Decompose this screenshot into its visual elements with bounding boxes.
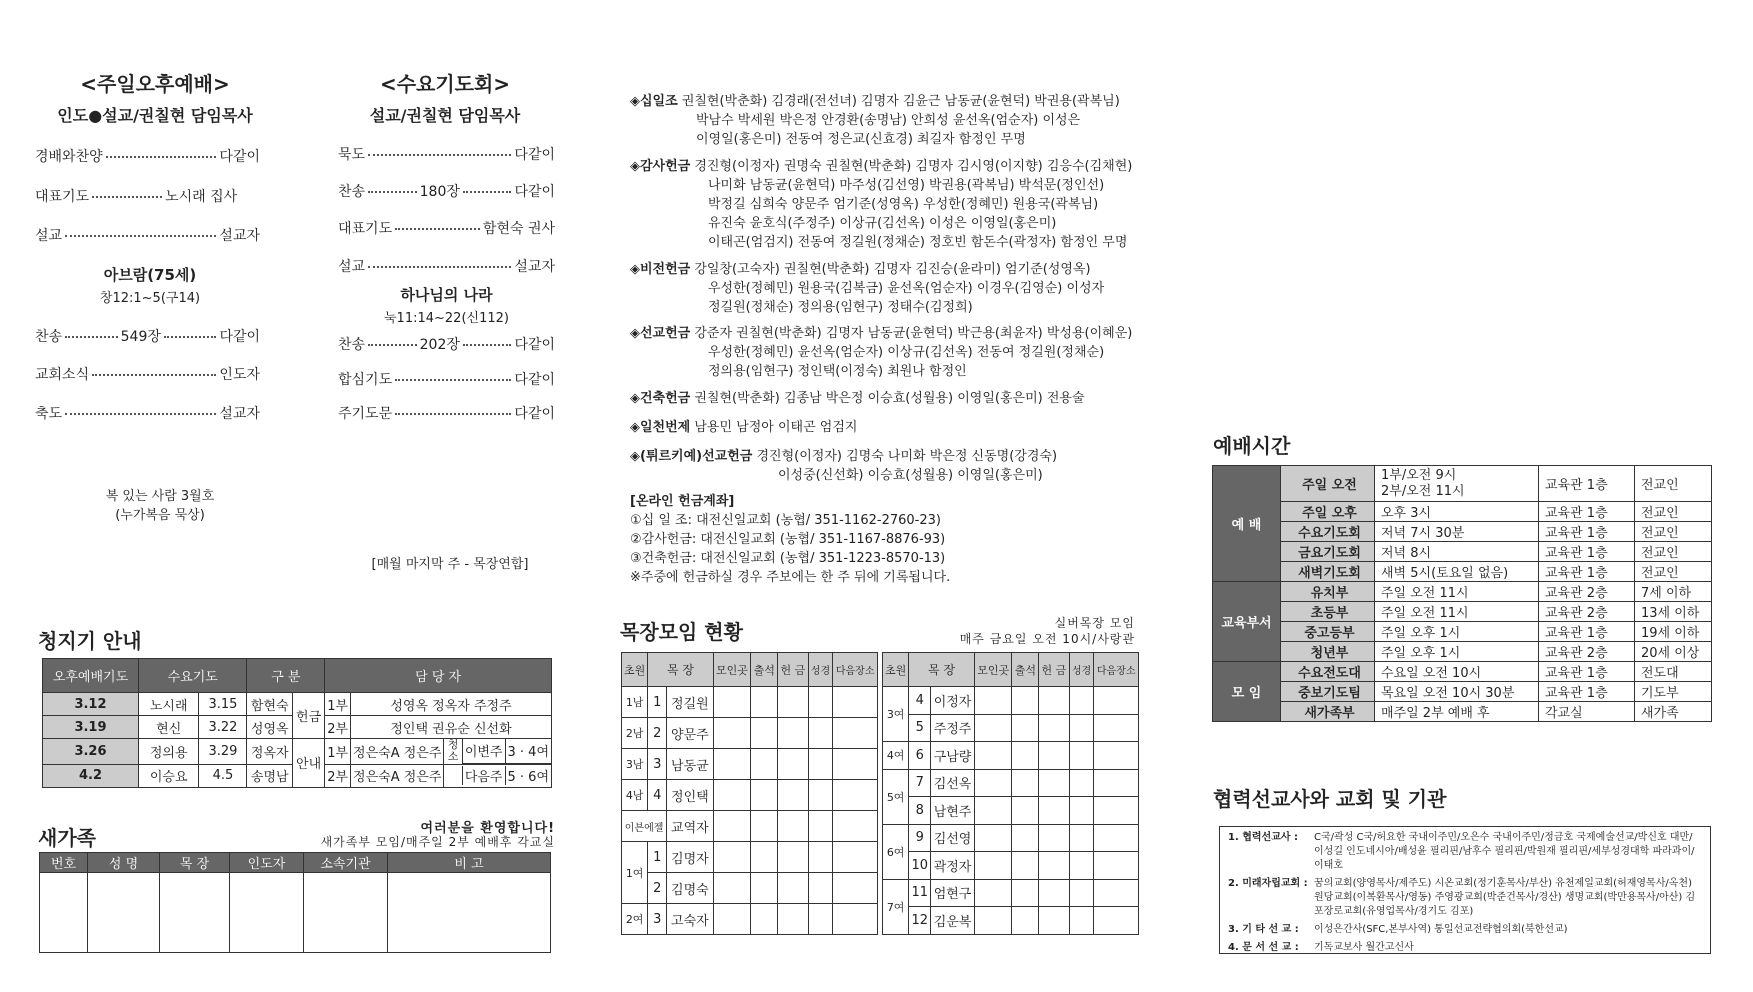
wednesday-item: 합심기도 다같이 [338,372,555,388]
cell-title: 목장모임 현황 [620,620,743,644]
sunday-pm-item: 축도 설교자 [35,406,260,422]
worship-times-title: 예배시간 [1213,434,1291,458]
online-accounts: [온라인 헌금계좌] ①십 일 조: 대전신일교회 (농협/ 351-1162-2760-23) ②감사헌금: 대전신일교회 (농협/ 351-1167-8876-93) ③건축헌금: 대전신일교회 (농협/ 351-1223-8570-13) ※주중에 헌금하실 경우 주보에는 한 주 뒤에 기록됩니다. [630,494,951,585]
offering-mission: ◈선교헌금 강준자 권칠현(박춘화) 김명자 남동균(윤현덕) 박근용(최윤자) 박성용(이혜운) 우성한(정혜민) 윤선옥(엄순자) 이상규(김선옥) 전동여 정길원(정채순) 정의용(임현구) 정인택(이정숙) 최원나 함정인 [630,326,1133,379]
wednesday-item: 대표기도 함현숙 권사 [338,221,555,237]
wednesday-sermon-ref: 눅11:14~22(신112) [384,311,509,326]
cell-table-left: 초원 목 장 모인곳 출석 헌 금 성경 다음장소 1남 1 정길원 2남 2 양문주 3남 3 남동균 4남 4 정인택 이븐에젤 교역자 1여 1 김명자 2 김명숙 2여 3 고숙자 [621,652,878,935]
sunday-pm-sermon-ref: 창12:1~5(구14) [99,291,201,306]
sunday-pm-item: 대표기도 노시래 집사 [35,189,238,205]
offering-turkiye: ◈(튀르키예)선교헌금 경진형(이정자) 김명숙 나미화 박은정 신동명(강경숙) 이성중(신선화) 이승효(성월용) 이영일(홍은미) [630,449,1058,483]
cell-note-2: 매주 금요일 오전 10시/사랑관 [959,632,1135,646]
offering-tithe: ◈십일조 권칠현(박춘화) 김경래(전선녀) 김명자 김윤근 남동균(윤현덕) 박권용(곽복님) 박남수 박세원 박은정 안경환(송명남) 안희성 윤선옥(엄순자) 이성은 이영일(홍은미) 전동여 정은교(신효경) 최길자 함정인 무명 [630,94,1120,147]
offering-vision: ◈비전헌금 강일창(고숙자) 권칠현(박춘화) 김명자 김진승(윤라미) 엄기준(성영옥) 우성한(정혜민) 원용국(김복금) 윤선옥(엄순자) 이경우(김영순) 이성자 정길원(정채순) 정의용(임현구) 정태수(김정희) [630,262,1105,315]
wednesday-item: 찬송 202장 다같이 [338,337,556,353]
newcomer-welcome: 여러분을 환영합니다! [420,821,555,836]
wednesday-item: 주기도문 다같이 [338,406,555,422]
missions-title: 협력선교사와 교회 및 기관 [1213,787,1447,811]
cleaning-title: 청지기 안내 [38,629,142,653]
sunday-pm-subtitle: 인도●설교/권칠현 담임목사 [57,106,253,125]
offering-thousand: ◈일천번제 남용민 남정아 이태곤 엄검지 [630,420,858,435]
missions-box: 1. 협력선교사 : C국/곽성 C국/허요한 국내이주민/오은수 국내이주민/정금호 국제예술선교/박신호 대만/이성길 인도네시아/배성윤 필리핀/남후수 필리핀/박원재 필리핀/세부성경대학 파라과이/이태호 2. 미래자립교회 : 꿈의교회(양영목사/제주도) 시온교회(정기훈목사/부산) 유천제일교회(허재영목사/옥천) 원당교회(이복환목사/영동) 주영광교회(박준건목사/경산) 생명교회(박만용목사/아산) 김포장로교회(유영업목사/경기도 김포) 3. 기 타 선 교 : 이성은간사(SFC,본부사역) 통일선교전략협의회(북한선교) 4. 문 서 선 교 : 기독교보사 월간고신사 [1219,826,1711,954]
wednesday-item: 찬송 180장 다같이 [338,184,556,200]
newcomer-table: 번호 성 명 목 장 인도자 소속기관 비 고 [39,852,551,953]
wednesday-subtitle: 설교/권칠현 담임목사 [369,106,521,125]
wednesday-item: 설교 설교자 [338,259,555,275]
sunday-pm-title: <주일오후예배> [80,72,230,96]
offering-thanks: ◈감사헌금 경진형(이정자) 권명숙 권칠현(박춘화) 김명자 김시영(이지향) 김응수(김채현) 나미화 남동균(윤현덕) 마주성(김선영) 박권용(곽복님) 박석문(정인선) 박정길 심희숙 양문주 엄기준(성영옥) 우성한(정혜민) 원용국(곽복님) 유진숙 윤호식(주정주) 이상규(김선옥) 이성은 이영일(홍은미) 이태곤(엄검지) 전동여 정길원(정채순) 정호빈 함돈수(곽정자) 함정인 무명 [630,159,1133,250]
cell-note-1: 실버목장 모임 [1054,616,1135,630]
sunday-pm-sermon-title: 아브람(75세) [103,266,197,284]
newcomer-note: 새가족부 모임/매주일 2부 예배후 각교실 [320,835,555,849]
sunday-pm-item: 경배와찬양 다같이 [35,149,260,165]
offering-building: ◈건축헌금 권칠현(박춘화) 김종남 박은정 이승효(성월용) 이영일(홍은미) 전용술 [630,391,1085,406]
cell-table-right: 초원 목 장 모인곳 출석 헌 금 성경 다음장소 3여 4 이정자 5 주정주 4여 6 구남량 5여 7 김선옥 8 남현주 6여 9 김선영 10 곽정자 7여 11 엄현구 12 김운복 [882,652,1139,935]
newcomer-title: 새가족 [38,826,96,850]
sunday-pm-item: 교회소식 인도자 [35,367,260,383]
worship-times-table: 예 배 주일 오전 1부/오전 9시 2부/오전 11시 교육관 1층 전교인 주일 오후 오후 3시 교육관 1층 전교인 수요기도회 저녁 7시 30분 교육관 1층 전교인 금요기도회 저녁 8시 교육관 1층 전교인 새벽기도회 새벽 5시(토요일 없음) 교육관 1층 전교인 교육부서 유치부 주일 오전 11시 교육관 2층 7세 이하 초등부 주일 오전 11시 교육관 2층 13세 이하 중고등부 주일 오후 1시 교육관 1층 19세 이하 청년부 주일 오후 1시 교육관 2층 20세 이상 모 임 수요전도대 수요일 오전 10시 교육관 1층 전도대 중보기도팀 목요일 오전 10시 30분 교육관 1층 기도부 새가족부 매주일 2부 예배 후 각교실 새가족 [1212,465,1712,722]
wednesday-item: 묵도 다같이 [338,147,555,163]
cleaning-table: 오후예배기도 수요기도 구 분 담 당 자 3.12 노시래 3.15 함현숙 헌금 1부 성영옥 정옥자 주정주 3.19 현신 3.22 성영옥 2부 정인택 권유순 신선화 3.26 정의용 3.29 정옥자 안내 1부 정은숙A 정은주 청소 이변주 3 · 4여 4.2 이승요 4.5 송명남 2부 정은숙A 정은주 다음주 5 · 6여 [42,658,552,788]
sunday-pm-item: 설교 설교자 [35,228,260,244]
wednesday-sermon-title: 하나님의 나라 [400,286,493,304]
wednesday-title: <수요기도회> [379,72,511,96]
blessed-note: 복 있는 사람 3월호 (누가복음 묵상) [105,489,215,523]
sunday-pm-item: 찬송 549장 다같이 [35,329,261,345]
month-end-note: [매월 마지막 주 - 목장연합] [371,557,529,572]
